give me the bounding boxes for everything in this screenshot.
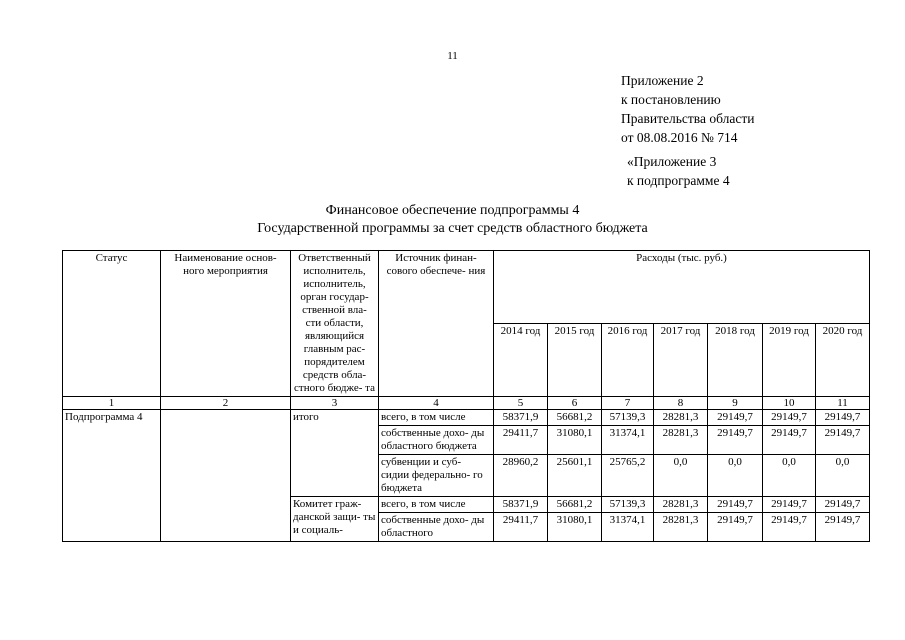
header-year: 2020 год — [816, 324, 870, 397]
value-cell: 57139,3 — [602, 497, 654, 513]
header-responsible: Ответственный исполнитель, исполнитель, орган государ- ственной вла- сти области, являющийся главным рас- порядителем средств обла- стного бюдже- та — [291, 251, 379, 397]
value-cell: 31374,1 — [602, 426, 654, 455]
value-cell: 0,0 — [763, 455, 816, 497]
value-cell: 58371,9 — [494, 410, 548, 426]
value-cell: 29149,7 — [763, 426, 816, 455]
table-row — [63, 410, 870, 426]
value-cell: 29149,7 — [763, 410, 816, 426]
title-line: Государственной программы за счет средств областного бюджета — [257, 221, 648, 236]
annex-subheader — [627, 152, 730, 190]
value-cell: 28281,3 — [654, 513, 708, 542]
title-line: Финансовое обеспечение подпрограммы 4 — [325, 203, 580, 218]
value-cell: 29149,7 — [708, 410, 763, 426]
value-cell: 29149,7 — [816, 513, 870, 542]
annex-line: от 08.08.2016 № 714 — [621, 130, 738, 145]
value-cell: 29411,7 — [494, 426, 548, 455]
header-year: 2015 год — [548, 324, 602, 397]
value-cell: 28960,2 — [494, 455, 548, 497]
header-year: 2016 год — [602, 324, 654, 397]
value-cell: 56681,2 — [548, 497, 602, 513]
funding-source-cell: всего, в том числе — [379, 497, 494, 513]
status-cell: Подпрограмма 4 — [63, 410, 161, 542]
financing-table — [62, 250, 870, 542]
column-number: 6 — [548, 397, 602, 410]
value-cell: 56681,2 — [548, 410, 602, 426]
value-cell: 31374,1 — [602, 513, 654, 542]
annex-sub-line: к подпрограмме 4 — [627, 173, 730, 188]
column-number: 2 — [161, 397, 291, 410]
activity-name-cell — [161, 410, 291, 542]
responsible-cell: Комитет граж- данской защи- ты и социаль- — [291, 497, 379, 542]
value-cell: 28281,3 — [654, 410, 708, 426]
value-cell: 29149,7 — [763, 513, 816, 542]
page-number: 11 — [447, 50, 458, 62]
value-cell: 29149,7 — [763, 497, 816, 513]
header-expenses: Расходы (тыс. руб.) — [494, 251, 870, 324]
document-title — [0, 202, 905, 238]
value-cell: 29149,7 — [708, 497, 763, 513]
header-year: 2017 год — [654, 324, 708, 397]
annex-header — [621, 71, 754, 147]
header-year: 2019 год — [763, 324, 816, 397]
value-cell: 29149,7 — [708, 513, 763, 542]
annex-line: Правительства области — [621, 111, 755, 126]
value-cell: 25765,2 — [602, 455, 654, 497]
responsible-cell: итого — [291, 410, 379, 497]
funding-source-cell: собственные дохо- ды областного — [379, 513, 494, 542]
value-cell: 0,0 — [708, 455, 763, 497]
value-cell: 29149,7 — [708, 426, 763, 455]
annex-sub-line: «Приложение 3 — [627, 154, 717, 169]
value-cell: 31080,1 — [548, 513, 602, 542]
column-number: 11 — [816, 397, 870, 410]
funding-source-cell: субвенции и суб- сидии федерально- го бюджета — [379, 455, 494, 497]
value-cell: 58371,9 — [494, 497, 548, 513]
value-cell: 57139,3 — [602, 410, 654, 426]
header-activity-name: Наименование основ- ного мероприятия — [161, 251, 291, 397]
funding-source-cell: всего, в том числе — [379, 410, 494, 426]
column-number: 9 — [708, 397, 763, 410]
column-number: 4 — [379, 397, 494, 410]
value-cell: 0,0 — [654, 455, 708, 497]
annex-line: к постановлению — [621, 92, 721, 107]
value-cell: 29149,7 — [816, 410, 870, 426]
value-cell: 25601,1 — [548, 455, 602, 497]
column-numbers-row — [63, 397, 870, 410]
header-year: 2014 год — [494, 324, 548, 397]
header-year: 2018 год — [708, 324, 763, 397]
column-number: 3 — [291, 397, 379, 410]
column-number: 8 — [654, 397, 708, 410]
value-cell: 28281,3 — [654, 426, 708, 455]
column-number: 1 — [63, 397, 161, 410]
column-number: 7 — [602, 397, 654, 410]
value-cell: 31080,1 — [548, 426, 602, 455]
header-status: Статус — [63, 251, 161, 397]
annex-line: Приложение 2 — [621, 73, 704, 88]
value-cell: 0,0 — [816, 455, 870, 497]
header-funding-source: Источник финан- сового обеспече- ния — [379, 251, 494, 397]
value-cell: 29149,7 — [816, 497, 870, 513]
column-number: 5 — [494, 397, 548, 410]
value-cell: 29149,7 — [816, 426, 870, 455]
value-cell: 28281,3 — [654, 497, 708, 513]
value-cell: 29411,7 — [494, 513, 548, 542]
funding-source-cell: собственные дохо- ды областного бюджета — [379, 426, 494, 455]
column-number: 10 — [763, 397, 816, 410]
